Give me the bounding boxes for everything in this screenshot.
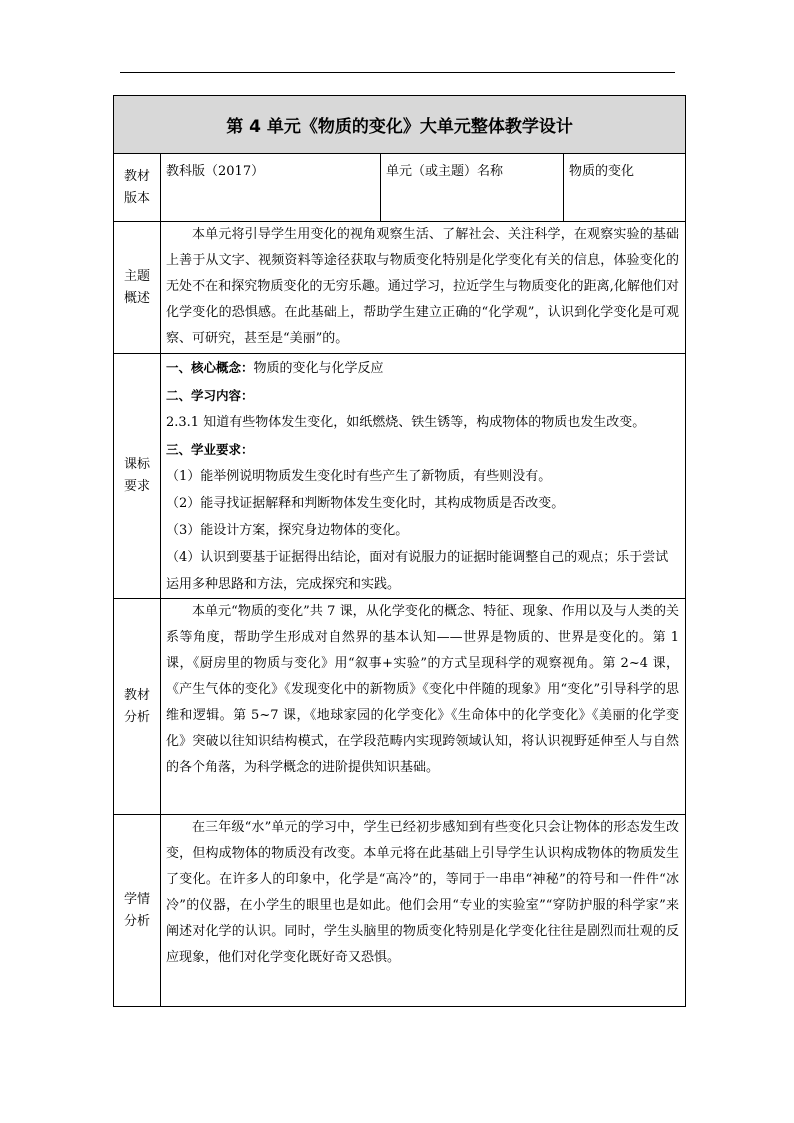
unit-label: 单元（或主题）名称 <box>381 154 564 222</box>
content-line: 2.3.1 知道有些物体发生变化，如纸燃烧、铁生锈等，构成物体的物质也发生改变。 <box>166 415 646 430</box>
core-concept-line <box>166 354 679 382</box>
standards-cell <box>161 354 686 599</box>
overview-text: 本单元将引导学生用变化的视角观察生活、了解社会、关注科学，在观察实验的基础上善于从文字、视频资料等途径获取与物质变化特别是化学变化有关的信息，体验变化的无处不在和探究物质变化的无穷乐趣。通过学习，拉近学生与物质变化的距离,化解他们对化学变化的恐惧感。在此基础上，帮助学生建立正确的“化学观”，认识到化学变化是可观察、可研究，甚至是“美丽”的。 <box>166 227 680 346</box>
unit-value: 物质的变化 <box>564 154 686 222</box>
requirement-item: （2）能寻找证据解释和判断物体发生变化时，其构成物质是否改变。 <box>166 496 565 511</box>
textbook-value: 教科版（2017） <box>161 154 381 222</box>
requirement-item: （4）认识到要基于证据得出结论，面对有说服力的证据时能调整自己的观点；乐于尝试运用多种思路和方法，完成探究和实践。 <box>166 550 669 592</box>
textbook-label: 教材版本 <box>114 154 161 222</box>
overview-label: 主题概述 <box>114 222 161 354</box>
textbook-analysis-cell <box>161 599 686 815</box>
requirements-heading: 三、学业要求： <box>166 442 254 457</box>
core-concept-value: 物质的变化与化学反应 <box>253 361 384 376</box>
document-title: 第 4 单元《物质的变化》大单元整体教学设计 <box>114 96 686 154</box>
requirement-item: （3）能设计方案，探究身边物体的变化。 <box>166 523 409 538</box>
lesson-design-table <box>113 95 686 1007</box>
textbook-analysis-text: 本单元“物质的变化”共 7 课，从化学变化的概念、特征、现象、作用以及与人类的关系等角度，帮助学生形成对自然界的基本认知——世界是物质的、世界是变化的。第 1 课，《厨房里的物质与变化》用“叙事+实验”的方式呈现科学的观察视角。第 2~4 课，《产生气体的变化》《发现变化中的新物质》《变化中伴随的现象》用“变化”引导科学的思维和逻辑。第 5~7 课，《地球家园的化学变化》《生命体中的化学变化》《美丽的化学变化》突破以往知识结构模式，在学段范畴内实现跨领域认知，将认识视野延伸至人与自然的各个角落，为科学概念的进阶提供知识基础。 <box>166 604 680 775</box>
header-rule <box>120 72 675 73</box>
textbook-analysis-label: 教材分析 <box>114 599 161 815</box>
core-concept-heading: 一、核心概念： <box>166 360 254 375</box>
standards-label: 课标要求 <box>114 354 161 599</box>
student-analysis-label: 学情分析 <box>114 815 161 1007</box>
student-analysis-cell <box>161 815 686 1007</box>
requirement-item: （1）能举例说明物质发生变化时有些产生了新物质，有些则没有。 <box>166 469 552 484</box>
content-heading: 二、学习内容： <box>166 388 254 403</box>
student-analysis-text: 在三年级“水”单元的学习中，学生已经初步感知到有些变化只会让物体的形态发生改变，但构成物体的物质没有改变。本单元将在此基础上引导学生认识构成物体的物质发生了变化。在许多人的印象中，化学是“高冷”的，等同于一串串“神秘”的符号和一件件“冰冷”的仪器，在小学生的眼里也是如此。他们会用“专业的实验室”“穿防护服的科学家”来阐述对化学的认识。同时，学生头脑里的物质变化特别是化学变化往往是剧烈而壮观的反应现象，他们对化学变化既好奇又恐惧。 <box>166 820 680 965</box>
overview-cell <box>161 222 686 354</box>
